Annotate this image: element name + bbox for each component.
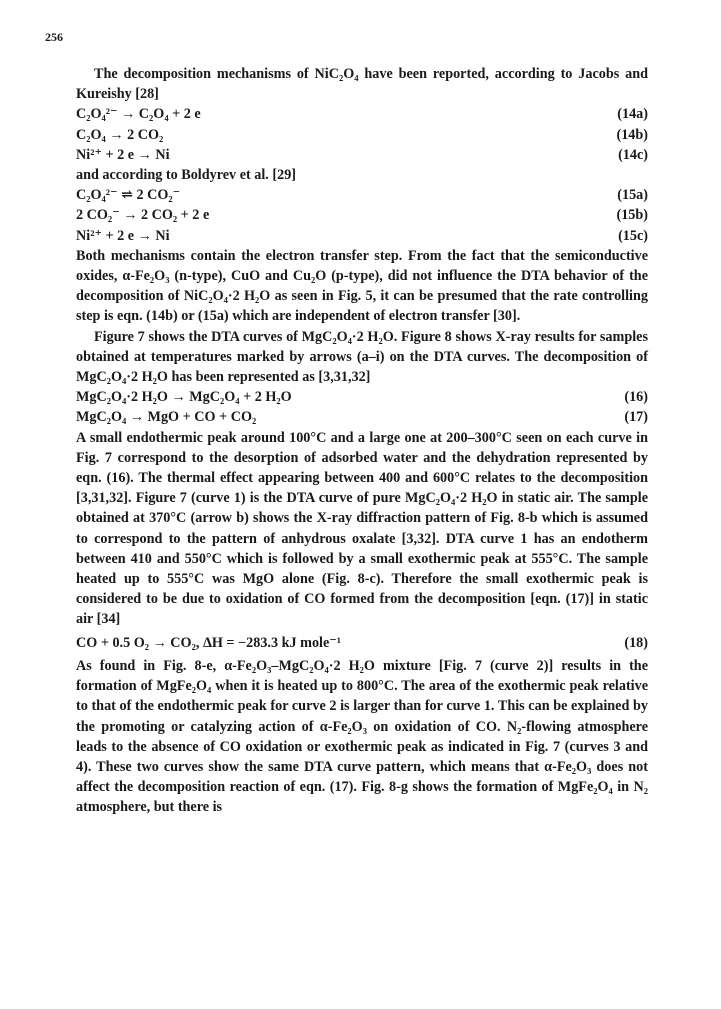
equation-18-expression: CO + 0.5 O₂ → CO₂, ΔH = −283.3 kJ mole⁻¹ — [76, 634, 342, 651]
page-number: 256 — [45, 30, 63, 44]
equation-14b — [76, 125, 648, 145]
equation-18-number: (18) — [624, 634, 648, 651]
equation-14a-expression: C₂O₄²⁻ → C₂O₄ + 2 e — [76, 106, 201, 123]
equation-15a — [76, 185, 648, 205]
equation-18 — [76, 633, 648, 653]
equation-15b-number: (15b) — [616, 207, 648, 224]
equation-14c-expression: Ni²⁺ + 2 e → Ni — [76, 146, 170, 163]
equation-17 — [76, 407, 648, 427]
paragraph-mgfe2o4-formation: As found in Fig. 8-e, α-Fe₂O₃–MgC₂O₄·2 H₂O mixture [Fig. 7 (curve 2)] results in the formation of MgFe₂O₄ when it is heated up to 800°C. The area of the exothermic peak relative to that of the endothermic peak for curve 2 is larger than for curve 1. This can be explained by the promoting or catalyzing action of α-Fe₂O₃ on oxidation of CO. N₂-flowing atmosphere leads to the absence of CO oxidation or exothermic peak as indicated in Fig. 7 (curves 3 and 4). These two curves show the same DTA curve pattern, which means that α-Fe₂O₃ does not affect the decomposition reaction of eqn. (17). Fig. 8-g shows the formation of MgFe₂O₄ in N₂ atmosphere, but there is — [76, 657, 648, 816]
equation-14c-number: (14c) — [618, 146, 648, 163]
equation-14a — [76, 104, 648, 124]
equation-15c — [76, 226, 648, 246]
equation-15b — [76, 205, 648, 225]
equation-14b-number: (14b) — [616, 126, 648, 143]
paragraph-electron-transfer: Both mechanisms contain the electron transfer step. From the fact that the semiconductive oxides, α-Fe₂O₃ (n-type), CuO and Cu₂O (p-type), did not influence the DTA behavior of the decomposition of NiC₂O₄·2 H₂O as seen in Fig. 5, it can be presumed that the rate controlling step is eqn. (14b) or (15a) which are independent of electron transfer [30]. — [76, 247, 648, 325]
equation-17-number: (17) — [624, 409, 648, 426]
paragraph-nickel-mechanisms: The decomposition mechanisms of NiC₂O₄ have been reported, according to Jacobs and Kureishy [28] — [76, 66, 648, 103]
paragraph-boldyrev: and according to Boldyrev et al. [29] — [76, 167, 297, 184]
equation-16-number: (16) — [624, 389, 648, 406]
equation-14b-expression: C₂O₄ → 2 CO₂ — [76, 126, 164, 143]
equation-15a-expression: C₂O₄²⁻ ⇌ 2 CO₂⁻ — [76, 187, 181, 204]
equation-15a-number: (15a) — [617, 187, 648, 204]
article-body — [76, 64, 648, 818]
equation-15b-expression: 2 CO₂⁻ → 2 CO₂ + 2 e — [76, 207, 210, 224]
equation-16 — [76, 387, 648, 407]
paragraph-endothermic-peaks: A small endothermic peak around 100°C and a large one at 200–300°C seen on each curve in Fig. 7 correspond to the desorption of adsorbed water and the dehydration represented by eqn. (16). The thermal effect appearing between 400 and 600°C relates to the decomposition [3,31,32]. Figure 7 (curve 1) is the DTA curve of pure MgC₂O₄·2 H₂O in static air. The sample obtained at 370°C (arrow b) shows the X-ray diffraction pattern of Fig. 8-b which is assumed to correspond to the pattern of anhydrous oxalate [3,32]. DTA curve 1 has an endotherm between 410 and 550°C which is followed by a small exothermic peak at 555°C. The sample heated up to 555°C was MgO alone (Fig. 8-c). Therefore the small exothermic peak is considered to be due to oxidation of CO formed from the decomposition [eqn. (17)] in static air [34] — [76, 429, 648, 628]
equation-15c-expression: Ni²⁺ + 2 e → Ni — [76, 227, 170, 244]
equation-15c-number: (15c) — [618, 227, 648, 244]
equation-14c — [76, 145, 648, 165]
equation-14a-number: (14a) — [617, 106, 648, 123]
equation-16-expression: MgC₂O₄·2 H₂O → MgC₂O₄ + 2 H₂O — [76, 389, 292, 406]
equation-17-expression: MgC₂O₄ → MgO + CO + CO₂ — [76, 409, 257, 426]
paragraph-figure7: Figure 7 shows the DTA curves of MgC₂O₄·2 H₂O. Figure 8 shows X-ray results for samples obtained at temperatures marked by arrows (a–i) on the DTA curves. The decomposition of MgC₂O₄·2 H₂O has been represented as [3,31,32] — [76, 328, 648, 386]
